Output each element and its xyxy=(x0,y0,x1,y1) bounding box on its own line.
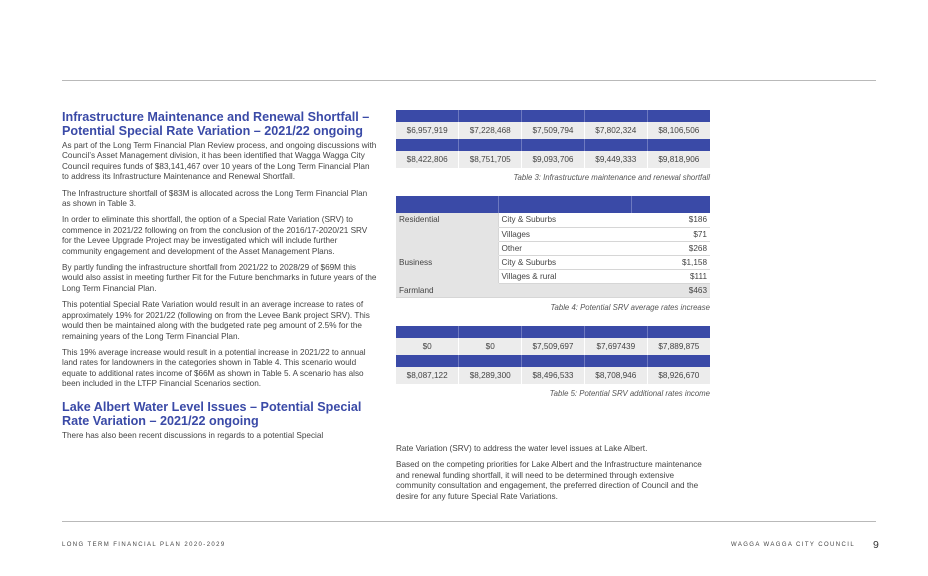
amount-cell: $71 xyxy=(631,227,710,241)
right-column-text xyxy=(396,444,712,508)
table-cell: $8,087,122 xyxy=(396,367,459,384)
table-cell: $7,228,468 xyxy=(459,122,522,139)
paragraph: This potential Special Rate Variation would result in an average increase to rates of approximately 19% for 2021/22 (following on from the Levee Bank project SRV). This would then be maintained along with the budgeted rate peg amount of 2.5% for the remaining years of the Long Term Financial Plan. xyxy=(62,300,370,341)
amount-cell: $463 xyxy=(631,283,710,297)
paragraph: Based on the competing priorities for Lake Albert and the Infrastructure maintenance and renewal funding shortfall, it will need to be determined through extensive community consultation and engagement, the preferred direction of Council and the desire for any future Special Rate Variations. xyxy=(396,460,702,501)
header-cell xyxy=(522,326,585,338)
left-column xyxy=(62,110,378,447)
table-cell: $8,422,806 xyxy=(396,151,459,168)
header-cell xyxy=(522,355,585,367)
table-cell: $8,926,670 xyxy=(647,367,710,384)
header-cell xyxy=(396,196,498,213)
header-cell xyxy=(498,196,631,213)
table-3-caption: Table 3: Infrastructure maintenance and renewal shortfall xyxy=(513,173,710,182)
paragraph: In order to eliminate this shortfall, the option of a Special Rate Variation (SRV) to commence in 2021/22 following on from the conclusion of the 2016/17-2020/21 SRV for the Levee Upgrade Project may be investigated which will include further community engagement and development of the Asset Management Plans. xyxy=(62,215,368,256)
table-header-row xyxy=(396,355,710,367)
table-row xyxy=(396,241,710,255)
table-cell: $0 xyxy=(396,338,459,355)
table-4-caption: Table 4: Potential SRV average rates increase xyxy=(550,302,710,312)
subcategory-cell: City & Suburbs xyxy=(498,255,631,269)
header-cell xyxy=(522,110,585,122)
footer-rule xyxy=(62,521,876,522)
header-cell xyxy=(522,139,585,151)
table-cell: $7,509,697 xyxy=(522,338,585,355)
amount-cell: $1,158 xyxy=(631,255,710,269)
header-cell xyxy=(647,110,710,122)
header-cell xyxy=(396,110,459,122)
category-cell: Business xyxy=(396,255,498,269)
table-cell: $9,818,906 xyxy=(647,151,710,168)
header-cell xyxy=(584,355,647,367)
amount-cell: $268 xyxy=(631,241,710,255)
table-cell: $7,697439 xyxy=(584,338,647,355)
footer-organisation: WAGGA WAGGA CITY COUNCIL xyxy=(731,542,856,548)
table-cell: $7,509,794 xyxy=(522,122,585,139)
category-cell xyxy=(396,227,498,241)
category-cell: Farmland xyxy=(396,283,498,297)
table-row xyxy=(396,122,710,139)
amount-cell: $186 xyxy=(631,213,710,227)
table-3-infrastructure-shortfall xyxy=(396,110,710,168)
table-cell: $0 xyxy=(459,338,522,355)
header-cell xyxy=(396,355,459,367)
table-cell: $9,093,706 xyxy=(522,151,585,168)
subcategory-cell: Villages xyxy=(498,227,631,241)
paragraph: Rate Variation (SRV) to address the water level issues at Lake Albert. xyxy=(396,444,648,453)
header-cell xyxy=(647,139,710,151)
table-row xyxy=(396,283,710,297)
page-number: 9 xyxy=(873,539,879,551)
category-cell xyxy=(396,241,498,255)
header-cell xyxy=(631,196,710,213)
header-cell xyxy=(584,326,647,338)
table-header-row xyxy=(396,326,710,338)
footer-document-title: LONG TERM FINANCIAL PLAN 2020-2029 xyxy=(62,542,226,548)
subcategory-cell: City & Suburbs xyxy=(498,213,631,227)
table-header-row xyxy=(396,196,710,213)
right-column xyxy=(396,110,710,412)
table-row xyxy=(396,338,710,355)
table-cell: $8,708,946 xyxy=(584,367,647,384)
table-header-row xyxy=(396,110,710,122)
table-4-rates-increase xyxy=(396,196,710,298)
table-cell: $6,957,919 xyxy=(396,122,459,139)
header-cell xyxy=(459,355,522,367)
table-cell: $8,106,506 xyxy=(647,122,710,139)
table-row xyxy=(396,269,710,283)
table-row xyxy=(396,151,710,168)
category-cell xyxy=(396,269,498,283)
header-cell xyxy=(584,110,647,122)
subcategory-cell xyxy=(498,283,631,297)
table-cell: $8,496,533 xyxy=(522,367,585,384)
header-cell xyxy=(647,326,710,338)
header-cell xyxy=(396,139,459,151)
table-cell: $9,449,333 xyxy=(584,151,647,168)
amount-cell: $111 xyxy=(631,269,710,283)
header-cell xyxy=(459,110,522,122)
section-heading-lake-albert: Lake Albert Water Level Issues – Potential Special Rate Variation – 2021/22 ongoing xyxy=(62,399,362,428)
header-cell xyxy=(647,355,710,367)
subcategory-cell: Other xyxy=(498,241,631,255)
table-5-caption: Table 5: Potential SRV additional rates income xyxy=(549,388,710,398)
table-cell: $7,802,324 xyxy=(584,122,647,139)
header-cell xyxy=(459,139,522,151)
category-cell: Residential xyxy=(396,213,498,227)
header-cell xyxy=(584,139,647,151)
section-heading-infrastructure: Infrastructure Maintenance and Renewal Shortfall – Potential Special Rate Variation – 2021/22 ongoing xyxy=(62,110,370,138)
table-row xyxy=(396,255,710,269)
table-cell: $8,751,705 xyxy=(459,151,522,168)
table-row xyxy=(396,227,710,241)
table-row xyxy=(396,213,710,227)
paragraph: There has also been recent discussions in regards to a potential Special xyxy=(62,430,324,440)
paragraph: By partly funding the infrastructure shortfall from 2021/22 to 2028/29 of $69M this would also assist in meeting further Fit for the Future benchmarks in future years of the Long Term Financial Plan. xyxy=(62,263,377,293)
table-5-additional-income xyxy=(396,326,710,384)
paragraph: As part of the Long Term Financial Plan Review process, and ongoing discussions with Council’s Asset Management division, it has been identified that Wagga Wagga City Council requires funds of $83,141,467 over 10 years of the Long Term Financial Plan to address its Infrastructure Maintenance and Renewal Shortfall. xyxy=(62,141,377,182)
paragraph: This 19% average increase would result in a potential increase in 2021/22 to annual land rates for landowners in the categories shown in Table 4. This scenario would equate to additional rates income of $66M as shown in Table 5. A scenario has also been included in the LTFP Financial Scenarios section. xyxy=(62,347,366,389)
paragraph: The Infrastructure shortfall of $83M is allocated across the Long Term Financial Plan as shown in Table 3. xyxy=(62,188,368,209)
subcategory-cell: Villages & rural xyxy=(498,269,631,283)
table-cell: $8,289,300 xyxy=(459,367,522,384)
table-header-row xyxy=(396,139,710,151)
table-cell: $7,889,875 xyxy=(647,338,710,355)
header-cell xyxy=(459,326,522,338)
header-cell xyxy=(396,326,459,338)
header-rule xyxy=(62,80,876,81)
table-row xyxy=(396,367,710,384)
